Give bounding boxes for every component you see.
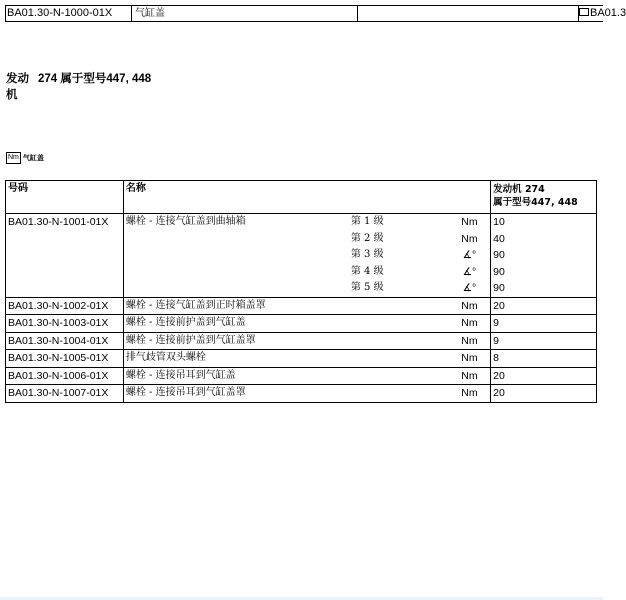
torque-section-title bbox=[6, 152, 44, 164]
torque-spec-table bbox=[5, 180, 597, 403]
table-header-row bbox=[6, 181, 597, 214]
reference-text: BA01.3 bbox=[590, 7, 626, 19]
row-unit: Nm bbox=[461, 232, 478, 245]
row-code: BA01.30-N-1007-01X bbox=[6, 385, 124, 403]
row-stage: 第 4 级 bbox=[350, 265, 384, 277]
row-code: BA01.30-N-1002-01X bbox=[6, 297, 124, 315]
row-value: 20 bbox=[491, 297, 597, 315]
row-code: BA01.30-N-1004-01X bbox=[6, 332, 124, 350]
row-value: 9 bbox=[491, 332, 597, 350]
document-title: 气缸盖 bbox=[131, 6, 358, 21]
header-code: 号码 bbox=[6, 181, 124, 214]
row-value: 90 bbox=[491, 280, 597, 297]
heading-word-1: 发动 bbox=[6, 73, 29, 85]
row-name: 排气歧管双头螺栓 bbox=[123, 350, 448, 368]
table-row bbox=[6, 350, 597, 368]
row-code: BA01.30-N-1003-01X bbox=[6, 315, 124, 333]
row-name: 螺栓 - 连接前护盖到气缸盖 bbox=[123, 315, 448, 333]
table-row bbox=[6, 315, 597, 333]
row-unit: Nm bbox=[449, 332, 491, 350]
row-stage: 第 1 级 bbox=[350, 216, 384, 227]
row-unit: Nm bbox=[449, 350, 491, 368]
heading-word-2: 机 bbox=[6, 89, 18, 101]
row-code: BA01.30-N-1005-01X bbox=[6, 350, 124, 368]
row-value: 20 bbox=[491, 367, 597, 385]
row-unit: Nm bbox=[449, 385, 491, 403]
document-header-bar bbox=[5, 5, 626, 22]
header-engine bbox=[491, 181, 597, 214]
row-name: 螺栓 - 连接前护盖到气缸盖罩 bbox=[123, 332, 448, 350]
table-row bbox=[6, 332, 597, 350]
header-empty-cell bbox=[354, 6, 579, 21]
row-name: 螺栓 - 连接气缸盖到曲轴箱 bbox=[123, 214, 349, 298]
row-unit: ∡° bbox=[462, 265, 477, 278]
reference-link[interactable] bbox=[579, 6, 626, 21]
row-unit: Nm bbox=[449, 367, 491, 385]
row-value: 20 bbox=[491, 385, 597, 403]
row-unit: ∡° bbox=[462, 249, 477, 261]
row-unit: Nm bbox=[449, 315, 491, 333]
heading-engine-models: 274 属于型号447, 448 bbox=[38, 73, 152, 85]
header-name: 名称 bbox=[123, 181, 490, 214]
table-row bbox=[6, 297, 597, 315]
row-stage: 第 3 级 bbox=[350, 249, 384, 260]
row-name: 螺栓 - 连接吊耳到气缸盖罩 bbox=[123, 385, 448, 403]
table-row bbox=[6, 214, 597, 231]
torque-section-label: 气缸盖 bbox=[22, 154, 44, 162]
row-code: BA01.30-N-1001-01X bbox=[6, 214, 124, 298]
row-value: 8 bbox=[491, 350, 597, 368]
row-name: 螺栓 - 连接吊耳到气缸盖 bbox=[123, 367, 448, 385]
header-engine-line2: 属于型号447, 448 bbox=[493, 197, 578, 208]
document-code: BA01.30-N-1000-01X bbox=[6, 6, 132, 21]
row-value: 9 bbox=[491, 315, 597, 333]
row-unit: Nm bbox=[461, 216, 478, 228]
row-stage: 第 2 级 bbox=[350, 232, 384, 244]
table-row bbox=[6, 367, 597, 385]
row-value: 40 bbox=[491, 231, 597, 248]
row-value: 90 bbox=[491, 264, 597, 281]
table-row bbox=[6, 385, 597, 403]
row-stage: 第 5 级 bbox=[349, 280, 449, 297]
row-code: BA01.30-N-1006-01X bbox=[6, 367, 124, 385]
row-value: 90 bbox=[491, 247, 597, 264]
row-unit: Nm bbox=[449, 297, 491, 315]
row-name: 螺栓 - 连接气缸盖到正时箱盖罩 bbox=[123, 297, 448, 315]
torque-nm-icon: Nm bbox=[6, 152, 21, 164]
book-icon bbox=[579, 8, 589, 16]
header-engine-line1: 发动机 274 bbox=[493, 184, 545, 195]
row-value: 10 bbox=[491, 214, 597, 231]
row-unit: ∡° bbox=[449, 280, 491, 297]
